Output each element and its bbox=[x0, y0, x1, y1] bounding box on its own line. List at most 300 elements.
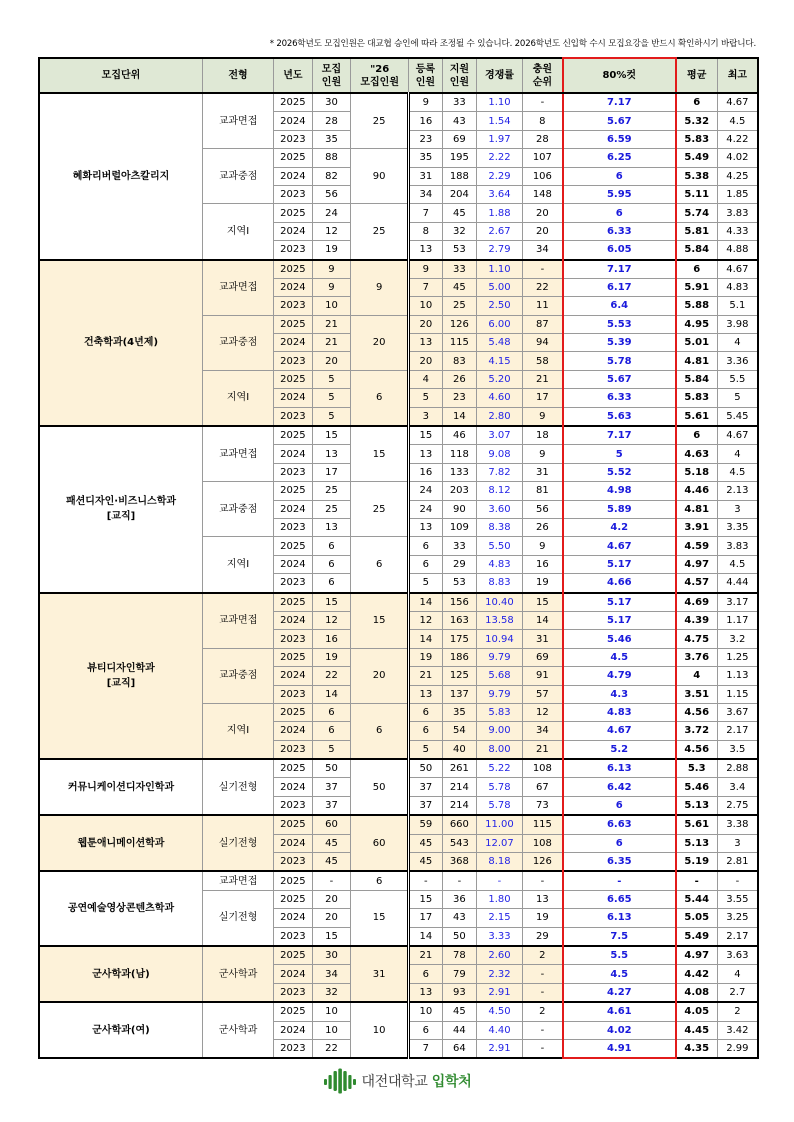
cut80-cell: 6.13 bbox=[563, 909, 676, 927]
quota-cell: 12 bbox=[312, 222, 351, 240]
year-cell: 2023 bbox=[274, 927, 313, 946]
quota-cell: 88 bbox=[312, 149, 351, 167]
applicants-cell: 25 bbox=[442, 297, 477, 315]
registered-cell: 10 bbox=[409, 1002, 443, 1021]
registered-cell: 17 bbox=[409, 909, 443, 927]
rate-cell: 5.20 bbox=[477, 370, 523, 388]
waitlist-cell: 19 bbox=[522, 909, 563, 927]
waitlist-cell: 108 bbox=[522, 759, 563, 778]
avg-cell: 4.45 bbox=[676, 1021, 718, 1039]
quota-2026-cell: 10 bbox=[351, 1002, 409, 1058]
cut80-cell: 6.4 bbox=[563, 297, 676, 315]
applicants-cell: 186 bbox=[442, 648, 477, 666]
quota-cell: 19 bbox=[312, 241, 351, 260]
quota-2026-cell: 6 bbox=[351, 871, 409, 890]
quota-cell: 20 bbox=[312, 890, 351, 908]
table-row bbox=[39, 946, 758, 965]
waitlist-cell: 20 bbox=[522, 222, 563, 240]
university-emblem-icon bbox=[323, 1068, 357, 1094]
registered-cell: 3 bbox=[409, 407, 443, 426]
applicants-cell: 79 bbox=[442, 965, 477, 983]
applicants-cell: 35 bbox=[442, 703, 477, 721]
year-cell: 2025 bbox=[274, 890, 313, 908]
registered-cell: 14 bbox=[409, 593, 443, 612]
cut80-cell: 6.25 bbox=[563, 149, 676, 167]
waitlist-cell: 107 bbox=[522, 149, 563, 167]
quota-cell: 82 bbox=[312, 167, 351, 185]
registered-cell: 19 bbox=[409, 648, 443, 666]
quota-cell: 60 bbox=[312, 815, 351, 834]
quota-cell: 10 bbox=[312, 1002, 351, 1021]
avg-cell: 4.35 bbox=[676, 1039, 718, 1058]
max-cell: 4.25 bbox=[717, 167, 758, 185]
applicants-cell: 156 bbox=[442, 593, 477, 612]
quota-cell: 6 bbox=[312, 555, 351, 573]
rate-cell: 5.00 bbox=[477, 278, 523, 296]
max-cell: 3.42 bbox=[717, 1021, 758, 1039]
rate-cell: 2.91 bbox=[477, 1039, 523, 1058]
rate-cell: 7.82 bbox=[477, 463, 523, 481]
quota-cell: 30 bbox=[312, 93, 351, 112]
avg-cell: 5.83 bbox=[676, 389, 718, 407]
cut80-cell: 4.61 bbox=[563, 1002, 676, 1021]
year-cell: 2024 bbox=[274, 1021, 313, 1039]
unit-group bbox=[39, 946, 758, 1002]
max-cell: 1.17 bbox=[717, 611, 758, 629]
header-avg: 평균 bbox=[676, 58, 718, 93]
registered-cell: 7 bbox=[409, 278, 443, 296]
admission-results-table bbox=[38, 57, 759, 1059]
rate-cell: 8.38 bbox=[477, 518, 523, 536]
registered-cell: 20 bbox=[409, 315, 443, 333]
registered-cell: 35 bbox=[409, 149, 443, 167]
waitlist-cell: 29 bbox=[522, 927, 563, 946]
waitlist-cell: 21 bbox=[522, 740, 563, 759]
max-cell: 4.67 bbox=[717, 93, 758, 112]
admission-type: 지역Ⅰ bbox=[203, 370, 274, 426]
quota-cell: 15 bbox=[312, 927, 351, 946]
max-cell: 3.25 bbox=[717, 909, 758, 927]
avg-cell: 5.18 bbox=[676, 463, 718, 481]
applicants-cell: 90 bbox=[442, 500, 477, 518]
quota-2026-cell: 15 bbox=[351, 890, 409, 946]
max-cell: 3.55 bbox=[717, 890, 758, 908]
rate-cell: 5.48 bbox=[477, 334, 523, 352]
cut80-cell: 6.05 bbox=[563, 241, 676, 260]
rate-cell: 1.10 bbox=[477, 260, 523, 279]
registered-cell: 14 bbox=[409, 927, 443, 946]
table-row bbox=[39, 759, 758, 778]
year-cell: 2025 bbox=[274, 149, 313, 167]
quota-cell: 12 bbox=[312, 611, 351, 629]
quota-cell: 13 bbox=[312, 518, 351, 536]
rate-cell: 5.78 bbox=[477, 778, 523, 796]
rate-cell: 13.58 bbox=[477, 611, 523, 629]
quota-cell: 9 bbox=[312, 278, 351, 296]
rate-cell: 1.88 bbox=[477, 204, 523, 222]
header-registered: 등록 인원 bbox=[409, 58, 443, 93]
max-cell: - bbox=[717, 871, 758, 890]
rate-cell: 12.07 bbox=[477, 834, 523, 852]
year-cell: 2024 bbox=[274, 222, 313, 240]
unit-group bbox=[39, 871, 758, 946]
year-cell: 2024 bbox=[274, 167, 313, 185]
max-cell: 3.83 bbox=[717, 537, 758, 555]
avg-cell: 5.61 bbox=[676, 815, 718, 834]
cut80-cell: 5.53 bbox=[563, 315, 676, 333]
year-cell: 2023 bbox=[274, 630, 313, 648]
year-cell: 2023 bbox=[274, 1039, 313, 1058]
max-cell: 5.45 bbox=[717, 407, 758, 426]
year-cell: 2025 bbox=[274, 204, 313, 222]
max-cell: 4.67 bbox=[717, 426, 758, 445]
max-cell: 2.17 bbox=[717, 722, 758, 740]
rate-cell: 1.10 bbox=[477, 93, 523, 112]
max-cell: 4 bbox=[717, 334, 758, 352]
avg-cell: 5.11 bbox=[676, 185, 718, 203]
quota-cell: 5 bbox=[312, 370, 351, 388]
year-cell: 2023 bbox=[274, 352, 313, 370]
waitlist-cell: 2 bbox=[522, 946, 563, 965]
registered-cell: 20 bbox=[409, 352, 443, 370]
quota-2026-cell: 6 bbox=[351, 370, 409, 426]
registered-cell: 6 bbox=[409, 703, 443, 721]
unit-group bbox=[39, 759, 758, 815]
cut80-cell: 5.39 bbox=[563, 334, 676, 352]
cut80-cell: 5.52 bbox=[563, 463, 676, 481]
cut80-cell: 5.78 bbox=[563, 352, 676, 370]
year-cell: 2025 bbox=[274, 759, 313, 778]
applicants-cell: 33 bbox=[442, 260, 477, 279]
waitlist-cell: 19 bbox=[522, 574, 563, 593]
waitlist-cell: - bbox=[522, 1021, 563, 1039]
year-cell: 2025 bbox=[274, 871, 313, 890]
quota-2026-cell: 9 bbox=[351, 260, 409, 316]
quota-cell: 6 bbox=[312, 537, 351, 555]
unit-name: 웹툰애니메이션학과 bbox=[39, 815, 203, 871]
quota-cell: 24 bbox=[312, 204, 351, 222]
applicants-cell: 115 bbox=[442, 334, 477, 352]
max-cell: 1.25 bbox=[717, 648, 758, 666]
cut80-cell: 7.17 bbox=[563, 426, 676, 445]
year-cell: 2025 bbox=[274, 370, 313, 388]
max-cell: 3.83 bbox=[717, 204, 758, 222]
table-row bbox=[39, 593, 758, 612]
max-cell: 1.13 bbox=[717, 667, 758, 685]
applicants-cell: 93 bbox=[442, 983, 477, 1002]
max-cell: 4.44 bbox=[717, 574, 758, 593]
avg-cell: 3.51 bbox=[676, 685, 718, 703]
max-cell: 3.38 bbox=[717, 815, 758, 834]
waitlist-cell: 28 bbox=[522, 130, 563, 148]
year-cell: 2024 bbox=[274, 500, 313, 518]
header-row bbox=[39, 58, 758, 93]
rate-cell: 5.83 bbox=[477, 703, 523, 721]
year-cell: 2025 bbox=[274, 703, 313, 721]
max-cell: 4.02 bbox=[717, 149, 758, 167]
waitlist-cell: 57 bbox=[522, 685, 563, 703]
applicants-cell: 78 bbox=[442, 946, 477, 965]
cut80-cell: 6.33 bbox=[563, 222, 676, 240]
rate-cell: 1.54 bbox=[477, 112, 523, 130]
year-cell: 2024 bbox=[274, 909, 313, 927]
quota-cell: 5 bbox=[312, 407, 351, 426]
quota-cell: 45 bbox=[312, 834, 351, 852]
applicants-cell: 214 bbox=[442, 796, 477, 815]
registered-cell: 45 bbox=[409, 834, 443, 852]
registered-cell: 45 bbox=[409, 853, 443, 872]
max-cell: 4.88 bbox=[717, 241, 758, 260]
applicants-cell: 53 bbox=[442, 241, 477, 260]
quota-cell: 22 bbox=[312, 1039, 351, 1058]
admission-type: 지역Ⅰ bbox=[203, 703, 274, 759]
unit-name: 커뮤니케이션디자인학과 bbox=[39, 759, 203, 815]
waitlist-cell: - bbox=[522, 1039, 563, 1058]
cut80-cell: 4.79 bbox=[563, 667, 676, 685]
year-cell: 2024 bbox=[274, 278, 313, 296]
applicants-cell: 64 bbox=[442, 1039, 477, 1058]
quota-cell: 19 bbox=[312, 648, 351, 666]
rate-cell: 4.83 bbox=[477, 555, 523, 573]
applicants-cell: 69 bbox=[442, 130, 477, 148]
avg-cell: 5.74 bbox=[676, 204, 718, 222]
unit-name: 군사학과(여) bbox=[39, 1002, 203, 1058]
avg-cell: - bbox=[676, 871, 718, 890]
cut80-cell: 4.98 bbox=[563, 482, 676, 500]
quota-cell: 5 bbox=[312, 740, 351, 759]
waitlist-cell: 34 bbox=[522, 722, 563, 740]
unit-group bbox=[39, 593, 758, 760]
registered-cell: 4 bbox=[409, 370, 443, 388]
cut80-cell: 6 bbox=[563, 204, 676, 222]
quota-2026-cell: 25 bbox=[351, 93, 409, 149]
applicants-cell: 125 bbox=[442, 667, 477, 685]
unit-name: 군사학과(남) bbox=[39, 946, 203, 1002]
applicants-cell: 133 bbox=[442, 463, 477, 481]
registered-cell: 59 bbox=[409, 815, 443, 834]
applicants-cell: 175 bbox=[442, 630, 477, 648]
waitlist-cell: 108 bbox=[522, 834, 563, 852]
year-cell: 2023 bbox=[274, 574, 313, 593]
registered-cell: 13 bbox=[409, 685, 443, 703]
waitlist-cell: 21 bbox=[522, 370, 563, 388]
rate-cell: 2.80 bbox=[477, 407, 523, 426]
max-cell: 4 bbox=[717, 445, 758, 463]
year-cell: 2025 bbox=[274, 946, 313, 965]
registered-cell: 13 bbox=[409, 518, 443, 536]
applicants-cell: 204 bbox=[442, 185, 477, 203]
applicants-cell: 118 bbox=[442, 445, 477, 463]
year-cell: 2025 bbox=[274, 1002, 313, 1021]
applicants-cell: 23 bbox=[442, 389, 477, 407]
quota-cell: 25 bbox=[312, 500, 351, 518]
rate-cell: 2.15 bbox=[477, 909, 523, 927]
max-cell: 2.13 bbox=[717, 482, 758, 500]
avg-cell: 4.81 bbox=[676, 352, 718, 370]
rate-cell: 3.60 bbox=[477, 500, 523, 518]
year-cell: 2025 bbox=[274, 260, 313, 279]
applicants-cell: 36 bbox=[442, 890, 477, 908]
quota-2026-cell: 25 bbox=[351, 482, 409, 537]
max-cell: 4 bbox=[717, 965, 758, 983]
max-cell: 4.83 bbox=[717, 278, 758, 296]
registered-cell: 13 bbox=[409, 445, 443, 463]
waitlist-cell: 26 bbox=[522, 518, 563, 536]
waitlist-cell: - bbox=[522, 983, 563, 1002]
rate-cell: 9.79 bbox=[477, 648, 523, 666]
applicants-cell: 44 bbox=[442, 1021, 477, 1039]
applicants-cell: 188 bbox=[442, 167, 477, 185]
year-cell: 2025 bbox=[274, 315, 313, 333]
quota-cell: 20 bbox=[312, 909, 351, 927]
rate-cell: 8.18 bbox=[477, 853, 523, 872]
max-cell: 2.81 bbox=[717, 853, 758, 872]
quota-2026-cell: 90 bbox=[351, 149, 409, 204]
year-cell: 2025 bbox=[274, 426, 313, 445]
waitlist-cell: - bbox=[522, 965, 563, 983]
quota-cell: - bbox=[312, 871, 351, 890]
applicants-cell: - bbox=[442, 871, 477, 890]
applicants-cell: 54 bbox=[442, 722, 477, 740]
year-cell: 2024 bbox=[274, 965, 313, 983]
unit-name: 뷰티디자인학과 [교직] bbox=[39, 593, 203, 760]
registered-cell: 14 bbox=[409, 630, 443, 648]
year-cell: 2023 bbox=[274, 407, 313, 426]
applicants-cell: 43 bbox=[442, 909, 477, 927]
registered-cell: 15 bbox=[409, 890, 443, 908]
quota-cell: 22 bbox=[312, 667, 351, 685]
rate-cell: 3.33 bbox=[477, 927, 523, 946]
waitlist-cell: 9 bbox=[522, 445, 563, 463]
cut80-cell: 7.17 bbox=[563, 260, 676, 279]
header-rate: 경쟁률 bbox=[477, 58, 523, 93]
avg-cell: 4.59 bbox=[676, 537, 718, 555]
admission-type: 교과중점 bbox=[203, 648, 274, 703]
quota-cell: 35 bbox=[312, 130, 351, 148]
year-cell: 2023 bbox=[274, 796, 313, 815]
max-cell: 3.67 bbox=[717, 703, 758, 721]
max-cell: 1.15 bbox=[717, 685, 758, 703]
avg-cell: 4.57 bbox=[676, 574, 718, 593]
admission-type: 실기전형 bbox=[203, 890, 274, 946]
quota-cell: 10 bbox=[312, 1021, 351, 1039]
registered-cell: 6 bbox=[409, 1021, 443, 1039]
waitlist-cell: 18 bbox=[522, 426, 563, 445]
waitlist-cell: - bbox=[522, 260, 563, 279]
avg-cell: 4.08 bbox=[676, 983, 718, 1002]
avg-cell: 4.95 bbox=[676, 315, 718, 333]
rate-cell: 4.15 bbox=[477, 352, 523, 370]
rate-cell: 4.50 bbox=[477, 1002, 523, 1021]
rate-cell: 9.79 bbox=[477, 685, 523, 703]
waitlist-cell: 94 bbox=[522, 334, 563, 352]
waitlist-cell: 12 bbox=[522, 703, 563, 721]
year-cell: 2025 bbox=[274, 482, 313, 500]
table-row bbox=[39, 260, 758, 279]
avg-cell: 5.32 bbox=[676, 112, 718, 130]
waitlist-cell: 2 bbox=[522, 1002, 563, 1021]
admission-type: 교과면접 bbox=[203, 593, 274, 649]
year-cell: 2024 bbox=[274, 112, 313, 130]
applicants-cell: 46 bbox=[442, 426, 477, 445]
registered-cell: 9 bbox=[409, 260, 443, 279]
waitlist-cell: - bbox=[522, 93, 563, 112]
unit-name: 공연예술영상콘텐츠학과 bbox=[39, 871, 203, 946]
unit-group bbox=[39, 260, 758, 427]
applicants-cell: 50 bbox=[442, 927, 477, 946]
year-cell: 2024 bbox=[274, 667, 313, 685]
waitlist-cell: 148 bbox=[522, 185, 563, 203]
avg-cell: 6 bbox=[676, 93, 718, 112]
rate-cell: 1.80 bbox=[477, 890, 523, 908]
cut80-cell: 6.17 bbox=[563, 278, 676, 296]
waitlist-cell: 9 bbox=[522, 537, 563, 555]
cut80-cell: 5.67 bbox=[563, 370, 676, 388]
cut80-cell: 5.89 bbox=[563, 500, 676, 518]
waitlist-cell: 34 bbox=[522, 241, 563, 260]
applicants-cell: 40 bbox=[442, 740, 477, 759]
rate-cell: 9.00 bbox=[477, 722, 523, 740]
registered-cell: 24 bbox=[409, 500, 443, 518]
registered-cell: 16 bbox=[409, 112, 443, 130]
avg-cell: 5.49 bbox=[676, 927, 718, 946]
max-cell: 5.1 bbox=[717, 297, 758, 315]
max-cell: 2.88 bbox=[717, 759, 758, 778]
rate-cell: 10.94 bbox=[477, 630, 523, 648]
cut80-cell: 6.63 bbox=[563, 815, 676, 834]
quota-cell: 37 bbox=[312, 796, 351, 815]
cut80-cell: 6.65 bbox=[563, 890, 676, 908]
registered-cell: 37 bbox=[409, 778, 443, 796]
avg-cell: 4.56 bbox=[676, 740, 718, 759]
max-cell: 5 bbox=[717, 389, 758, 407]
rate-cell: 3.07 bbox=[477, 426, 523, 445]
header-applicants: 지원 인원 bbox=[442, 58, 477, 93]
year-cell: 2023 bbox=[274, 685, 313, 703]
waitlist-cell: 69 bbox=[522, 648, 563, 666]
rate-cell: 4.60 bbox=[477, 389, 523, 407]
registered-cell: 8 bbox=[409, 222, 443, 240]
admission-type: 실기전형 bbox=[203, 759, 274, 815]
max-cell: 4.5 bbox=[717, 463, 758, 481]
max-cell: 3.2 bbox=[717, 630, 758, 648]
max-cell: 4.67 bbox=[717, 260, 758, 279]
quota-cell: 10 bbox=[312, 297, 351, 315]
unit-group bbox=[39, 426, 758, 593]
admission-type: 교과중점 bbox=[203, 315, 274, 370]
applicants-cell: 14 bbox=[442, 407, 477, 426]
waitlist-cell: 17 bbox=[522, 389, 563, 407]
header-year: 년도 bbox=[274, 58, 313, 93]
registered-cell: 50 bbox=[409, 759, 443, 778]
rate-cell: 8.12 bbox=[477, 482, 523, 500]
waitlist-cell: 9 bbox=[522, 407, 563, 426]
admission-type: 지역Ⅰ bbox=[203, 204, 274, 260]
quota-2026-cell: 15 bbox=[351, 593, 409, 649]
waitlist-cell: 67 bbox=[522, 778, 563, 796]
avg-cell: 4.39 bbox=[676, 611, 718, 629]
registered-cell: 12 bbox=[409, 611, 443, 629]
registered-cell: 6 bbox=[409, 722, 443, 740]
max-cell: 3 bbox=[717, 500, 758, 518]
applicants-cell: 83 bbox=[442, 352, 477, 370]
table-row bbox=[39, 1002, 758, 1021]
header-quota: 모집 인원 bbox=[312, 58, 351, 93]
waitlist-cell: - bbox=[522, 871, 563, 890]
max-cell: 4.5 bbox=[717, 555, 758, 573]
year-cell: 2024 bbox=[274, 555, 313, 573]
cut80-cell: 4.5 bbox=[563, 648, 676, 666]
